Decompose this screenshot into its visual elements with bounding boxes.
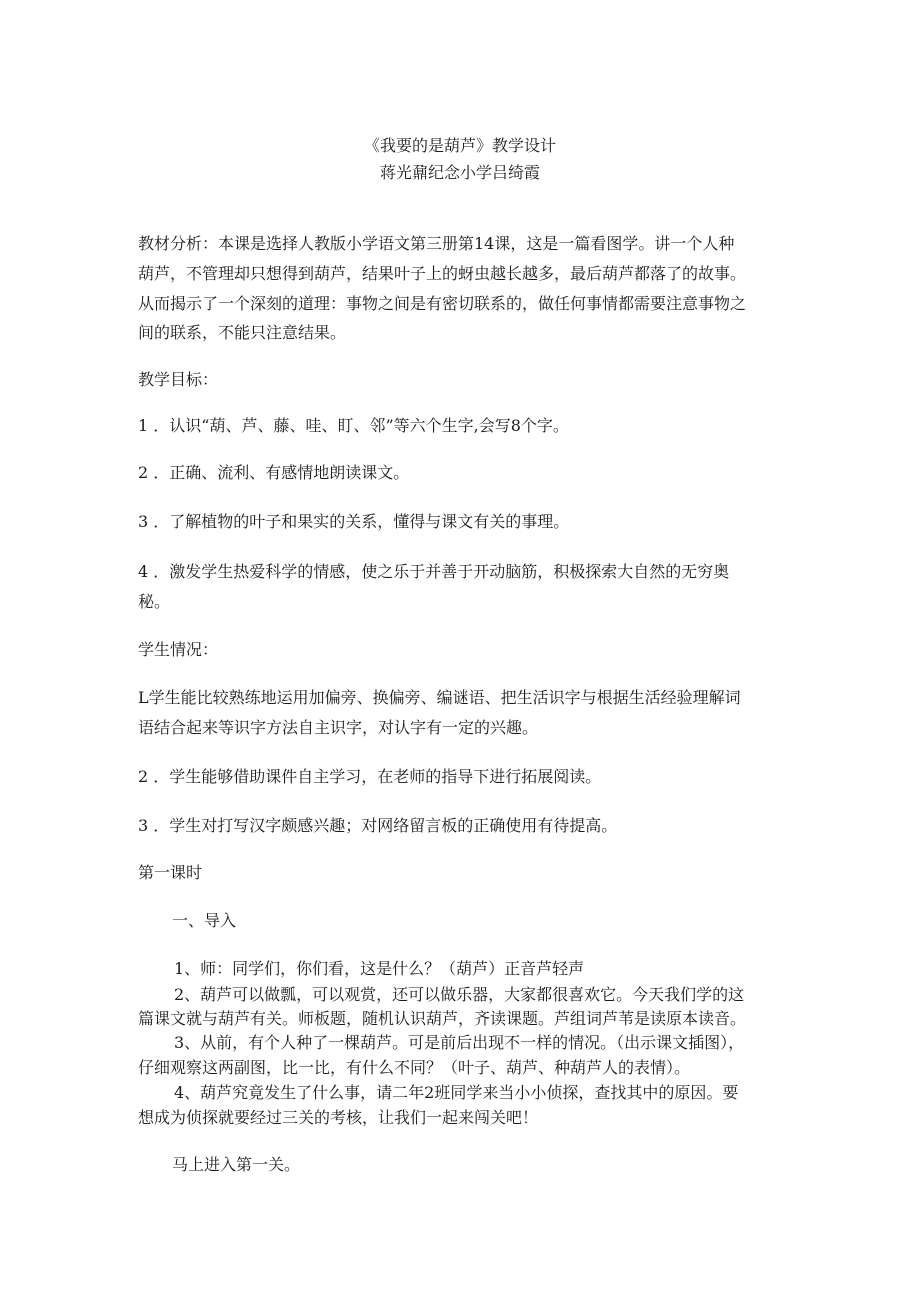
goal-item-continued: 秘。 bbox=[138, 592, 171, 611]
student-item: 3 ．学生对打写汉字颇感兴趣；对网络留言板的正确使用有待提高。 bbox=[138, 816, 618, 835]
student-item: L学生能比较熟练地运用加偏旁、换偏旁、编谜语、把生活识字与根据生活经验理解词 bbox=[138, 688, 741, 707]
analysis-line: 间的联系，不能只注意结果。 bbox=[138, 323, 347, 342]
goal-item: 3 ．了解植物的叶子和果实的关系，懂得与课文有关的事理。 bbox=[138, 512, 570, 531]
intro-item: 3、从前，有个人种了一棵葫芦。可是前后出现不一样的情况。（出示课文插图）， bbox=[174, 1033, 745, 1052]
intro-item-continued: 篇课文就与葫芦有关。师板题，随机认识葫芦，齐读课题。芦组词芦苇是读原本读音。 bbox=[138, 1009, 747, 1028]
lesson-heading: 第一课时 bbox=[138, 863, 203, 882]
analysis-line: 从而揭示了一个深刻的道理：事物之间是有密切联系的，做任何事情都需要注意事物之 bbox=[138, 294, 747, 313]
goal-item: 2 ．正确、流利、有感情地朗读课文。 bbox=[138, 463, 410, 482]
closing-line: 马上进入第一关。 bbox=[172, 1155, 301, 1174]
intro-item: 2、葫芦可以做瓢，可以观赏，还可以做乐器，大家都很喜欢它。今天我们学的这 bbox=[174, 985, 745, 1004]
goal-item: 1 ．认识“葫、芦、藤、哇、盯、邻”等六个生字,会写8个字。 bbox=[138, 416, 569, 435]
goals-heading: 教学目标： bbox=[138, 370, 219, 389]
intro-item: 1、师：同学们，你们看，这是什么？（葫芦）正音芦轻声 bbox=[174, 959, 585, 978]
analysis-line: 葫芦，不管理却只想得到葫芦，结果叶子上的蚜虫越长越多，最后葫芦都落了的故事。 bbox=[138, 264, 747, 283]
intro-item: 4、葫芦究竟发生了什么事，请二年2班同学来当小小侦探，查找其中的原因。要 bbox=[174, 1083, 739, 1102]
student-item: 2 ．学生能够借助课件自主学习，在老师的指导下进行拓展阅读。 bbox=[138, 767, 602, 786]
students-heading: 学生情况： bbox=[138, 640, 219, 659]
intro-heading: 一、导入 bbox=[172, 911, 237, 930]
student-item-continued: 语结合起来等识字方法自主识字，对认字有一定的兴趣。 bbox=[138, 718, 539, 737]
document-author: 蒋光鼐纪念小学吕绮霞 bbox=[379, 163, 540, 182]
document-title: 《我要的是葫芦》教学设计 bbox=[363, 136, 556, 155]
goal-item: 4 ．激发学生热爱科学的情感，使之乐于并善于开动脑筋，积极探索大自然的无穷奥 bbox=[138, 562, 730, 581]
intro-item-continued: 仔细观察这两副图，比一比，有什么不同？（叶子、葫芦、种葫芦人的表情）。 bbox=[138, 1058, 691, 1077]
intro-item-continued: 想成为侦探就要经过三关的考核，让我们一起来闯关吧！ bbox=[138, 1108, 539, 1127]
analysis-line: 教材分析：本课是选择人教版小学语文第三册第14课，这是一篇看图学。讲一个人种 bbox=[138, 234, 735, 253]
